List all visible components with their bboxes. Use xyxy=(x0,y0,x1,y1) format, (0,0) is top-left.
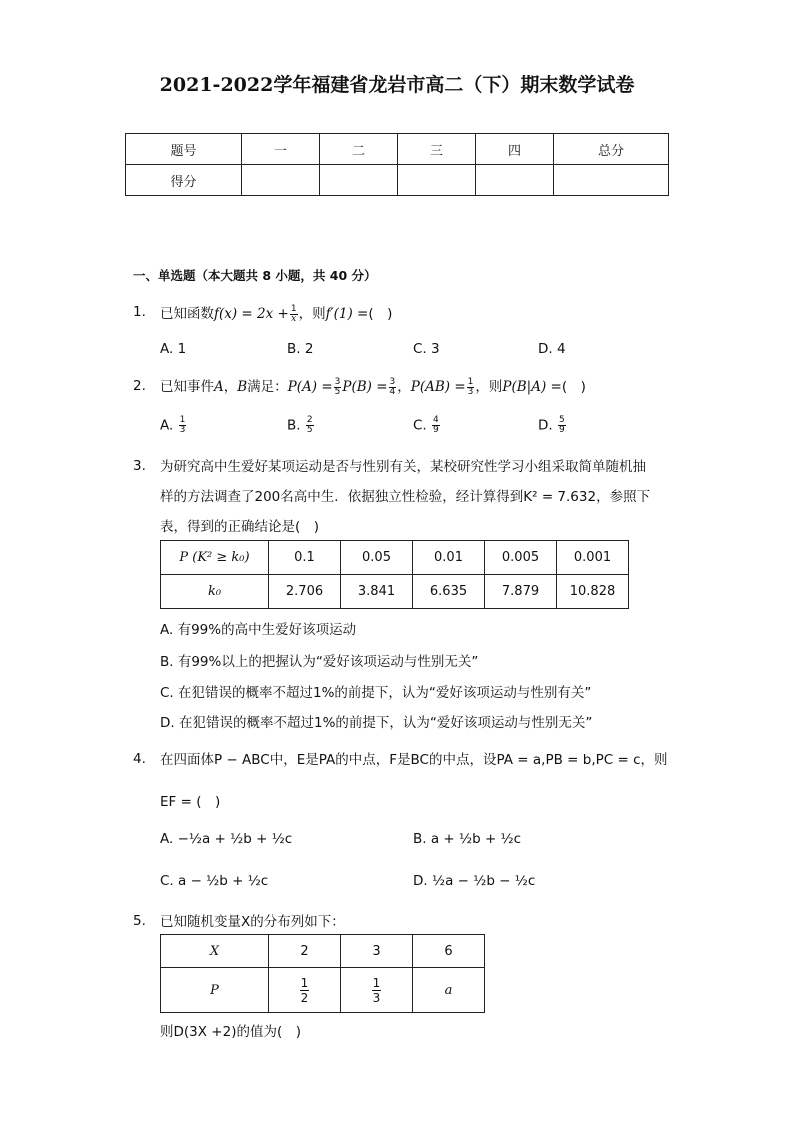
option-d[interactable]: D. 在犯错误的概率不超过1%的前提下，认为“爱好该项运动与性别无关” xyxy=(160,715,593,731)
table-cell: 总分 xyxy=(554,134,669,165)
section-heading: 一、单选题（本大题共 8 小题，共 40 分） xyxy=(133,268,377,283)
option-a[interactable]: A. 有99%的高中生爱好该项运动 xyxy=(160,622,357,638)
table-cell: k₀ xyxy=(161,575,269,609)
score-table xyxy=(125,133,669,196)
question-3-line: 为研究高中生爱好某项运动是否与性别有关，某校研究性学习小组采取简单随机抽 xyxy=(160,459,646,475)
question-5-stem: 已知随机变量X的分布列如下： xyxy=(160,914,345,930)
distribution-table xyxy=(160,934,485,1013)
table-cell: 0.001 xyxy=(557,541,629,575)
table-cell: 3.841 xyxy=(341,575,413,609)
table-cell: 四 xyxy=(476,134,554,165)
option-d[interactable]: D. 4 xyxy=(538,341,566,357)
table-row xyxy=(161,968,485,1013)
table-cell: 0.005 xyxy=(485,541,557,575)
table-cell: 2 xyxy=(269,935,341,968)
question-4-line: EF = ( ) xyxy=(160,794,221,810)
table-row xyxy=(126,165,669,196)
table-cell: 二 xyxy=(320,134,398,165)
table-cell: 得分 xyxy=(126,165,242,196)
option-a[interactable]: A. $\frac{1}{3}$ xyxy=(160,415,186,435)
question-number: 1. xyxy=(133,304,146,320)
table-cell: 0.05 xyxy=(341,541,413,575)
option-b[interactable]: B. a + ½b + ½c xyxy=(413,831,522,847)
question-number: 5. xyxy=(133,913,146,929)
question-4-line: 在四面体P − ABC中，E是PA的中点，F是BC的中点，设PA = a,PB = b,PC = c，则 xyxy=(160,752,668,768)
table-cell: 0.1 xyxy=(269,541,341,575)
table-row xyxy=(126,134,669,165)
table-cell xyxy=(242,165,320,196)
table-cell xyxy=(320,165,398,196)
table-cell: X xyxy=(161,935,269,968)
option-a[interactable]: A. 1 xyxy=(160,341,187,357)
question-number: 2. xyxy=(133,378,146,394)
question-1-stem: 已知函数f(x) = 2x + $\frac{1}{x}$ ，则f′(1) =( ) xyxy=(160,303,393,324)
table-cell xyxy=(476,165,554,196)
table-cell: 7.879 xyxy=(485,575,557,609)
table-cell: 0.01 xyxy=(413,541,485,575)
table-row xyxy=(161,935,485,968)
option-d[interactable]: D. $\frac{5}{9}$ xyxy=(538,415,565,435)
option-c[interactable]: C. 在犯错误的概率不超过1%的前提下，认为“爱好该项运动与性别有关” xyxy=(160,685,592,701)
table-cell: 6.635 xyxy=(413,575,485,609)
table-row xyxy=(161,541,629,575)
option-b[interactable]: B. 有99%以上的把握认为“爱好该项运动与性别无关” xyxy=(160,654,479,670)
critical-value-table xyxy=(160,540,629,609)
table-cell: a xyxy=(413,968,485,1013)
table-cell: 3 xyxy=(341,935,413,968)
option-c[interactable]: C. 3 xyxy=(413,341,440,357)
table-cell: 6 xyxy=(413,935,485,968)
table-cell: 三 xyxy=(398,134,476,165)
question-2-stem: 已知事件A，B满足：P(A) = $\frac{3}{5}$ P(B) = $\frac{3}{4}$ ，P(AB) = $\frac{1}{3}$ ，则P(B|A) =( ) xyxy=(160,376,586,397)
option-c[interactable]: C. $\frac{4}{9}$ xyxy=(413,415,439,435)
table-cell: 题号 xyxy=(126,134,242,165)
table-cell xyxy=(554,165,669,196)
table-cell: 2.706 xyxy=(269,575,341,609)
option-a[interactable]: A. −½a + ½b + ½c xyxy=(160,831,293,847)
table-cell: P xyxy=(161,968,269,1013)
question-5-tail: 则D(3X +2)的值为( ) xyxy=(160,1024,301,1040)
table-cell: 10.828 xyxy=(557,575,629,609)
question-3-line: 表，得到的正确结论是( ) xyxy=(160,519,320,535)
table-cell: $\frac{1}{2}$ xyxy=(269,968,341,1013)
question-number: 4. xyxy=(133,751,146,767)
option-b[interactable]: B. $\frac{2}{5}$ xyxy=(287,415,313,435)
table-cell: $\frac{1}{3}$ xyxy=(341,968,413,1013)
question-number: 3. xyxy=(133,458,146,474)
table-row xyxy=(161,575,629,609)
question-3-line: 样的方法调查了200名高中生．依据独立性检验，经计算得到K² = 7.632，参照下 xyxy=(160,489,651,505)
table-cell: P (K² ≥ k₀) xyxy=(161,541,269,575)
option-d[interactable]: D. ½a − ½b − ½c xyxy=(413,873,536,889)
option-c[interactable]: C. a − ½b + ½c xyxy=(160,873,269,889)
table-cell: 一 xyxy=(242,134,320,165)
page-title: 2021-2022学年福建省龙岩市高二（下）期末数学试卷 xyxy=(159,74,635,96)
table-cell xyxy=(398,165,476,196)
option-b[interactable]: B. 2 xyxy=(287,341,314,357)
